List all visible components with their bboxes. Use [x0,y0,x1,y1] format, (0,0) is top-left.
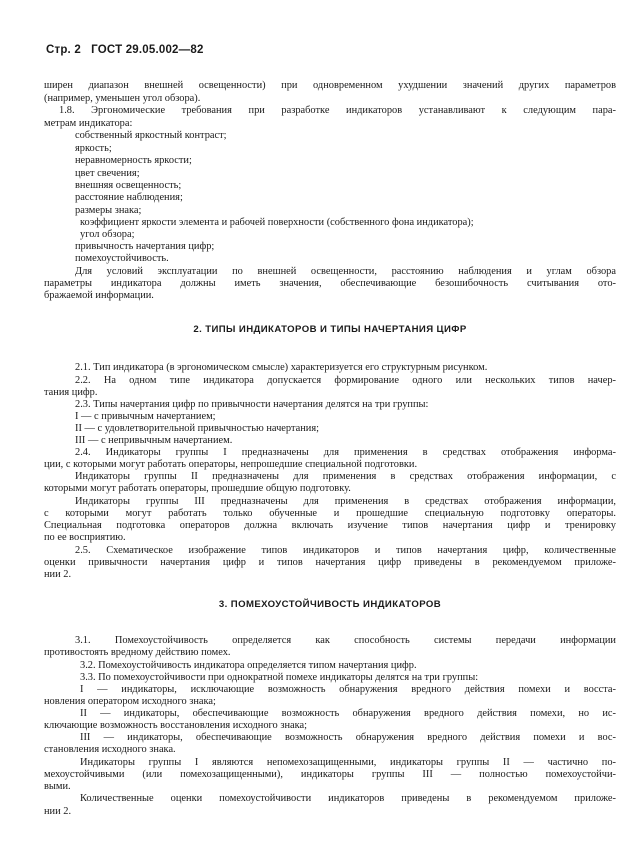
text-line: помехоустойчивость. [75,253,169,264]
page-number: Стр. 2 [46,44,81,56]
text-line: расстояние наблюдения; [75,192,183,203]
text-line: по ее восприятию. [44,532,126,543]
text-line: нии 2. [44,806,72,817]
text-line: новления оператором исходного знака; [44,696,216,707]
text-line: коэффициент яркости элемента и рабочей поверхности (собственного фона индикатора); [80,217,474,228]
text-line: становления исходного знака. [44,744,176,755]
text-line: мехоустойчивыми (или помехозащищенными), индикаторы группы III — полностью помехоустойчи- [44,769,616,780]
text-line: 2.2. На одном типе индикатора допускается формирование одного или нескольких типов начер- [75,375,616,386]
text-line: III — индикаторы, обеспечивающие возможность обнаружения вредного действия помехи и вос- [80,732,616,743]
text-line: Индикаторы группы III предназначены для применения в средствах отображения информации, [75,496,616,507]
running-header [46,44,204,56]
text-line: Количественные оценки помехоустойчивости индикаторов приведены в рекомендуемом приложе- [80,793,616,804]
text-line: собственный яркостный контраст; [75,130,227,141]
section-2-heading: 2. ТИПЫ ИНДИКАТОРОВ И ТИПЫ НАЧЕРТАНИЯ ЦИФР [193,324,467,335]
text-line: 2.5. Схематическое изображение типов индикаторов и типов начертания цифр, количественные [75,545,616,556]
text-line: 2.4. Индикаторы группы I предназначены для применения в средствах отображения информа- [75,447,616,458]
text-line: Индикаторы группы I являются непомехозащищенными, индикаторы группы II — частично по- [80,757,616,768]
text-line: III — с непривычным начертанием. [75,435,233,446]
text-line: оценки привычности начертания цифр и типов начертания цифр приведены в рекомендуемом приложе- [44,557,616,568]
text-line: 3.3. По помехоустойчивости при однократной помехе индикаторы делятся на три группы: [80,672,479,683]
text-line: параметры индикатора должны иметь значения, обеспечивающие безошибочность считывания ото- [44,278,616,289]
text-line: I — с привычным начертанием; [75,411,216,422]
text-line: цвет свечения; [75,168,140,179]
text-line: II — с удовлетворительной привычностью начертания; [75,423,320,434]
text-line: Индикаторы группы II предназначены для применения в средствах отображения информации, с [75,471,616,482]
text-line: неравномерность яркости; [75,155,192,166]
text-line: угол обзора; [80,229,135,240]
text-line: ширен диапазон внешней освещенности) при одновременном ухудшении значений других параметров [44,80,616,91]
text-line: с которыми могут работать только обученные и прошедшие специальную подготовку операторы. [44,508,616,519]
text-line: бражаемой информации. [44,290,154,301]
text-line: 2.3. Типы начертания цифр по привычности начертания делятся на три группы: [75,399,429,410]
text-line: 3.2. Помехоустойчивость индикатора определяется типом начертания цифр. [80,660,417,671]
text-line: I — индикаторы, исключающие возможность обнаружения вредного действия помехи и восста- [80,684,616,695]
text-line: Специальная подготовка операторов должна включать изучение типов начертания цифр и тренировку [44,520,616,531]
section-3-heading: 3. ПОМЕХОУСТОЙЧИВОСТЬ ИНДИКАТОРОВ [218,599,442,610]
text-line: ключающие возможность восстановления исходного знака; [44,720,308,731]
text-line: ции, с которыми могут работать операторы, непрошедшие специальной подготовки. [44,459,418,470]
text-line: яркость; [75,143,112,154]
text-line: метрам индикатора: [44,118,133,129]
text-line: выми. [44,781,71,792]
text-line: тания цифр. [44,387,98,398]
text-line: привычность начертания цифр; [75,241,215,252]
text-line: 2.1. Тип индикатора (в эргономическом смысле) характеризуется его структурным рисунком. [75,362,488,373]
text-line: II — индикаторы, обеспечивающие возможность обнаружения вредного действия помехи, но ис- [80,708,616,719]
text-line: 1.8. Эргономические требования при разработке индикаторов устанавливают к следующим пара- [59,105,616,116]
text-line: Для условий эксплуатации по внешней освещенности, расстоянию наблюдения и углам обзора [75,266,616,277]
text-line: (например, уменьшен угол обзора). [44,93,201,104]
text-line: нии 2. [44,569,72,580]
text-line: внешняя освещенность; [75,180,182,191]
standard-number: ГОСТ 29.05.002—82 [91,44,204,56]
text-line: 3.1. Помехоустойчивость определяется как способность системы передачи информации [75,635,616,646]
text-line: размеры знака; [75,205,142,216]
text-line: которыми могут работать операторы, прошедшие общую подготовку. [44,483,351,494]
text-line: противостоять вредному действию помех. [44,647,231,658]
